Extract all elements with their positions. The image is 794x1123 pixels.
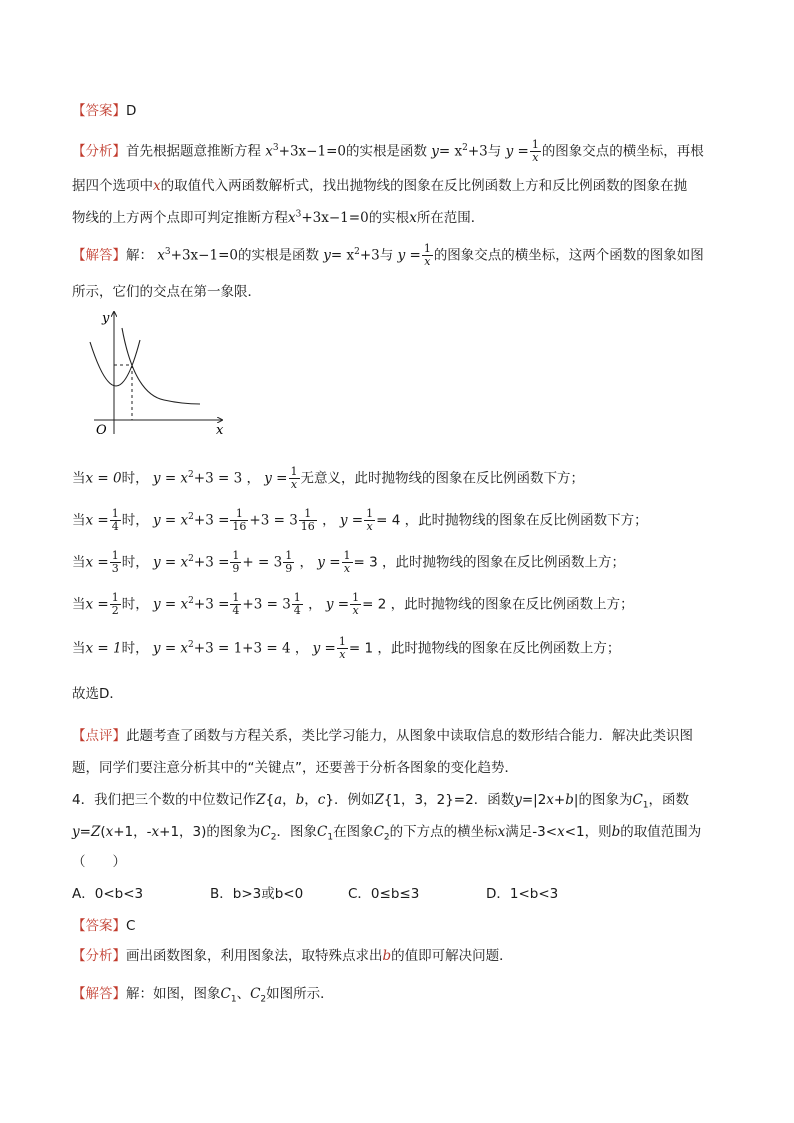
math: +3 = [193, 512, 230, 529]
text: = 2 ，此时抛物线的图象在反比例函数上方； [362, 596, 634, 613]
math: = x [330, 247, 355, 264]
text: 与 [487, 143, 502, 160]
sup: 3 [272, 143, 279, 153]
analysis-line-3 [72, 208, 484, 228]
answer-tag: 【答案】 [72, 103, 126, 119]
math: y = x [152, 470, 189, 487]
text: 此题考查了函数与方程关系，类比学习能力，从图象中读取信息的数形结合能力．解决此类识图 [126, 728, 693, 744]
sub: 1 [642, 800, 649, 811]
option-a-label: A．0<b<3 [72, 886, 144, 902]
math: +3 = 3 [249, 512, 298, 529]
case-line-3: 当x = $\frac{1}{2}$ 时， $y = x^2+3$ = $\frac{1}{4}$ +3 = 3 $\frac{1}{4}$ ， y = $\frac{1}{x}$ = 2 ，此时抛物线的图象在反比例函数上方； [72, 591, 634, 617]
answer-line [72, 101, 136, 121]
fraction [342, 550, 353, 575]
sub: 1 [230, 994, 237, 1005]
den: x [352, 604, 359, 617]
math: x = [85, 596, 109, 613]
choose-line [72, 684, 123, 704]
sub: 1 [327, 832, 334, 843]
text: 4．我们把三个数的中位数记作 [72, 792, 257, 808]
option-c[interactable] [348, 884, 419, 904]
case-line-4 [72, 636, 620, 661]
math: y [514, 792, 522, 808]
option-a[interactable] [72, 884, 143, 904]
num: 1 [232, 549, 240, 562]
den: 16 [300, 520, 315, 533]
num: 1 [338, 635, 346, 648]
text: 所示，它们的交点在第一象限． [72, 284, 261, 300]
sup: 2 [462, 143, 468, 153]
text: 题，同学们要注意分析其中的“关键点”，还要善于分析各图象的变化趋势． [72, 760, 518, 776]
text: 当 [72, 470, 86, 487]
den: x [339, 648, 346, 661]
math: +3x−1=0 [170, 247, 238, 264]
question-4-line-3 [72, 852, 126, 872]
answer-2-tag: 【答案】 [72, 918, 126, 934]
den: 4 [111, 520, 119, 533]
fraction [350, 592, 361, 617]
math: y = [317, 554, 341, 571]
sub: 2 [383, 832, 390, 843]
text: 解： [126, 247, 153, 264]
option-d[interactable] [486, 884, 558, 904]
comment-line-2 [72, 758, 518, 778]
den: x [290, 478, 298, 491]
math: Z [256, 792, 266, 808]
text: 时， [121, 470, 149, 487]
option-b[interactable] [210, 884, 303, 904]
text: 满足-3< [505, 824, 558, 840]
math: +3 [467, 143, 488, 160]
text: +1，3)的图象为 [159, 824, 261, 840]
text: =|2 [521, 792, 547, 808]
answer-2-value: C [126, 918, 136, 934]
den: x [366, 520, 373, 533]
text: 所在范围． [416, 210, 485, 226]
answer-value: D [126, 103, 137, 119]
analysis-2-line [72, 946, 513, 966]
math: x [288, 210, 296, 226]
math: Z [374, 792, 384, 808]
solution-2-line [72, 984, 334, 1004]
text: + [553, 792, 566, 808]
num: 1 [531, 138, 539, 151]
math: +3 = [193, 554, 230, 571]
analysis-2-tag: 【分析】 [72, 948, 126, 964]
math: y = x [152, 640, 189, 657]
math: y = [339, 512, 364, 529]
math: +3 = 3 ， [193, 470, 260, 487]
math: +3 = [193, 596, 230, 613]
text: |的图象为 [573, 792, 633, 808]
num: 1 [230, 508, 248, 521]
text: 的实根 [368, 210, 410, 226]
text: （ ） [72, 854, 126, 870]
origin-label: O [96, 423, 107, 438]
text: 当 [72, 512, 86, 529]
math: y = x [153, 554, 189, 571]
text: <1，则 [564, 824, 612, 840]
fraction [110, 508, 121, 533]
math: x [497, 824, 506, 840]
hyperbola-curve [122, 328, 200, 404]
text: 时， [121, 554, 149, 571]
math: C [373, 824, 384, 840]
case-line-0 [72, 466, 584, 491]
math: Z [90, 824, 101, 840]
text: {1，3，2}=2．函数 [383, 792, 515, 808]
sup: 3 [164, 247, 171, 257]
math: x [157, 247, 165, 264]
math: +3 [359, 247, 380, 264]
y-axis-label: y [102, 311, 110, 326]
text: ， [304, 792, 318, 808]
num: 1 [423, 242, 431, 255]
math: b [382, 948, 392, 964]
text: 故选D． [72, 686, 123, 702]
math: x [151, 824, 160, 840]
analysis-line-2 [72, 176, 687, 196]
num: 1 [111, 591, 119, 604]
fraction [530, 139, 541, 164]
math: +3 = 1+3 = 4 ， [193, 640, 309, 657]
comment-line-1 [72, 726, 693, 746]
text: 当 [72, 554, 86, 571]
solution-line-1 [72, 243, 704, 268]
math: x [409, 210, 417, 226]
text: 首先根据题意推断方程 [126, 143, 261, 160]
text: 当 [72, 640, 86, 657]
text: 的取值范围为 [620, 824, 702, 840]
math: +3x−1=0 [301, 210, 369, 226]
fraction [422, 243, 433, 268]
text: = 4 ，此时抛物线的图象在反比例函数下方； [376, 512, 648, 529]
math: x [546, 792, 554, 808]
fraction [110, 592, 121, 617]
text: { [265, 792, 275, 808]
text: 的取值代入两函数解析式，找出抛物线的图象在反比例函数上方和反比例函数的图象在抛 [160, 178, 688, 194]
num: 1 [299, 508, 317, 521]
math: x [105, 824, 114, 840]
math: y = [505, 143, 529, 160]
num: 1 [366, 507, 374, 520]
sup: 2 [188, 640, 194, 650]
text: 的实根是函数 [237, 247, 319, 264]
text: 的值即可解决问题． [391, 948, 513, 964]
math: y = [264, 470, 288, 487]
text: = [79, 824, 91, 840]
math: = x [438, 143, 463, 160]
fraction [364, 508, 375, 533]
fraction [230, 592, 241, 617]
math: C [317, 824, 328, 840]
math: x [153, 178, 161, 194]
text: 与 [379, 247, 394, 264]
den: x [532, 151, 539, 164]
sup: 2 [188, 512, 194, 522]
sup: 2 [188, 596, 194, 606]
sup: 3 [295, 209, 302, 220]
answer-2-line [72, 916, 135, 936]
math: y = [312, 640, 336, 657]
option-b-label: B．b>3或b<0 [210, 886, 304, 902]
fraction [299, 508, 317, 533]
math: b [295, 792, 305, 808]
fraction [289, 466, 300, 491]
num: 1 [111, 549, 119, 562]
math: b [611, 824, 621, 840]
math: + = 3 [242, 554, 283, 571]
den: 3 [111, 562, 119, 575]
den: 16 [232, 520, 247, 533]
sup: 2 [354, 247, 360, 257]
text: ．图象 [276, 824, 317, 840]
text: 、 [236, 986, 251, 1002]
analysis-tag: 【分析】 [72, 143, 126, 160]
option-d-label: D．1<b<3 [486, 886, 559, 902]
num: 1 [352, 591, 360, 604]
text: ，函数 [648, 792, 690, 808]
sub: 2 [270, 832, 277, 843]
text: +1，- [113, 824, 152, 840]
sup: 2 [188, 554, 194, 564]
den: 4 [232, 604, 240, 617]
text: 据四个选项中 [72, 178, 153, 194]
solution-line-2 [72, 282, 261, 302]
text: 画出函数图象，利用图象法，取特殊点求出 [126, 948, 383, 964]
text: 时， [121, 512, 149, 529]
math: y [323, 247, 331, 264]
comment-tag: 【点评】 [72, 728, 126, 744]
text: 物线的上方两个点即可判定推断方程 [72, 210, 288, 226]
text: 无意义，此时抛物线的图象在反比例函数下方； [300, 470, 584, 487]
fraction [337, 636, 348, 661]
solution-tag: 【解答】 [72, 247, 126, 264]
den: x [343, 562, 351, 575]
math: x [557, 824, 565, 840]
x-axis-label: x [216, 423, 224, 438]
math: y [72, 824, 80, 840]
math: y = x [153, 512, 189, 529]
fraction [230, 508, 248, 533]
fraction [230, 550, 241, 575]
num: 1 [343, 549, 351, 562]
math: x = 0 [85, 470, 122, 487]
text: 如图所示． [266, 986, 334, 1002]
sup: 2 [188, 470, 194, 480]
math: C [220, 986, 231, 1002]
text: = 1 ，此时抛物线的图象在反比例函数上方； [348, 640, 621, 657]
num: 1 [293, 591, 301, 604]
den: 2 [111, 604, 119, 617]
math: x = [85, 554, 109, 571]
math: y = x [153, 596, 189, 613]
text: 在图象 [333, 824, 374, 840]
question-4-line-2 [72, 822, 701, 842]
text: ， [282, 792, 296, 808]
math: +3x−1=0 [278, 143, 346, 160]
option-c-label: C．0≤b≤3 [348, 886, 420, 902]
text: 的图象交点的横坐标，这两个函数的图象如图 [433, 247, 704, 264]
den: x [424, 255, 431, 268]
fraction [110, 550, 121, 575]
analysis-line-1 [72, 139, 704, 164]
math: x = 1 [85, 640, 122, 657]
math: y = [325, 596, 350, 613]
case-line-1: 当x = $\frac{1}{4}$ 时， $y = x^2+3$ = $\frac{1}{16}$ +3 = 3 $\frac{1}{16}$ ， y = $\frac{1}{x}$ = 4 ，此时抛物线的图象在反比例函数下方； [72, 507, 648, 533]
case-line-2: 当x = $\frac{1}{3}$ 时， $y = x^2+3$ = $\frac{1}{9}$ + = 3 $\frac{1}{9}$ ， y = $\frac{1}{x}$ = 3 ，此时抛物线的图象在反比例函数上方； [72, 549, 626, 575]
question-4-line-1 [72, 790, 689, 810]
den: 4 [293, 604, 301, 617]
math: +3 = 3 [242, 596, 291, 613]
math: a [274, 792, 283, 808]
text: 当 [72, 596, 86, 613]
fraction [292, 592, 303, 617]
math: b [565, 792, 574, 808]
math: C [632, 792, 643, 808]
math: x = [85, 512, 109, 529]
den: 9 [285, 562, 293, 575]
text: 时， [121, 596, 149, 613]
math: x [265, 143, 273, 160]
text: = 3 ，此时抛物线的图象在反比例函数上方； [353, 554, 626, 571]
function-graph [82, 308, 232, 438]
math: y = [397, 247, 421, 264]
text: ( [100, 824, 106, 840]
math: c [317, 792, 326, 808]
fraction [283, 550, 294, 575]
text: 的图象交点的横坐标，再根 [541, 143, 704, 160]
den: 9 [232, 562, 240, 575]
text: 的下方点的横坐标 [389, 824, 498, 840]
text: 时， [121, 640, 149, 657]
num: 1 [285, 549, 293, 562]
math: C [250, 986, 261, 1002]
text: 的实根是函数 [345, 143, 427, 160]
num: 1 [232, 591, 240, 604]
math: C [260, 824, 271, 840]
text: 解：如图，图象 [126, 986, 221, 1002]
sub: 2 [260, 994, 267, 1005]
solution-2-tag: 【解答】 [72, 986, 126, 1002]
num: 1 [290, 465, 298, 478]
num: 1 [111, 507, 119, 520]
math: y [431, 143, 439, 160]
text: }．例如 [325, 792, 375, 808]
